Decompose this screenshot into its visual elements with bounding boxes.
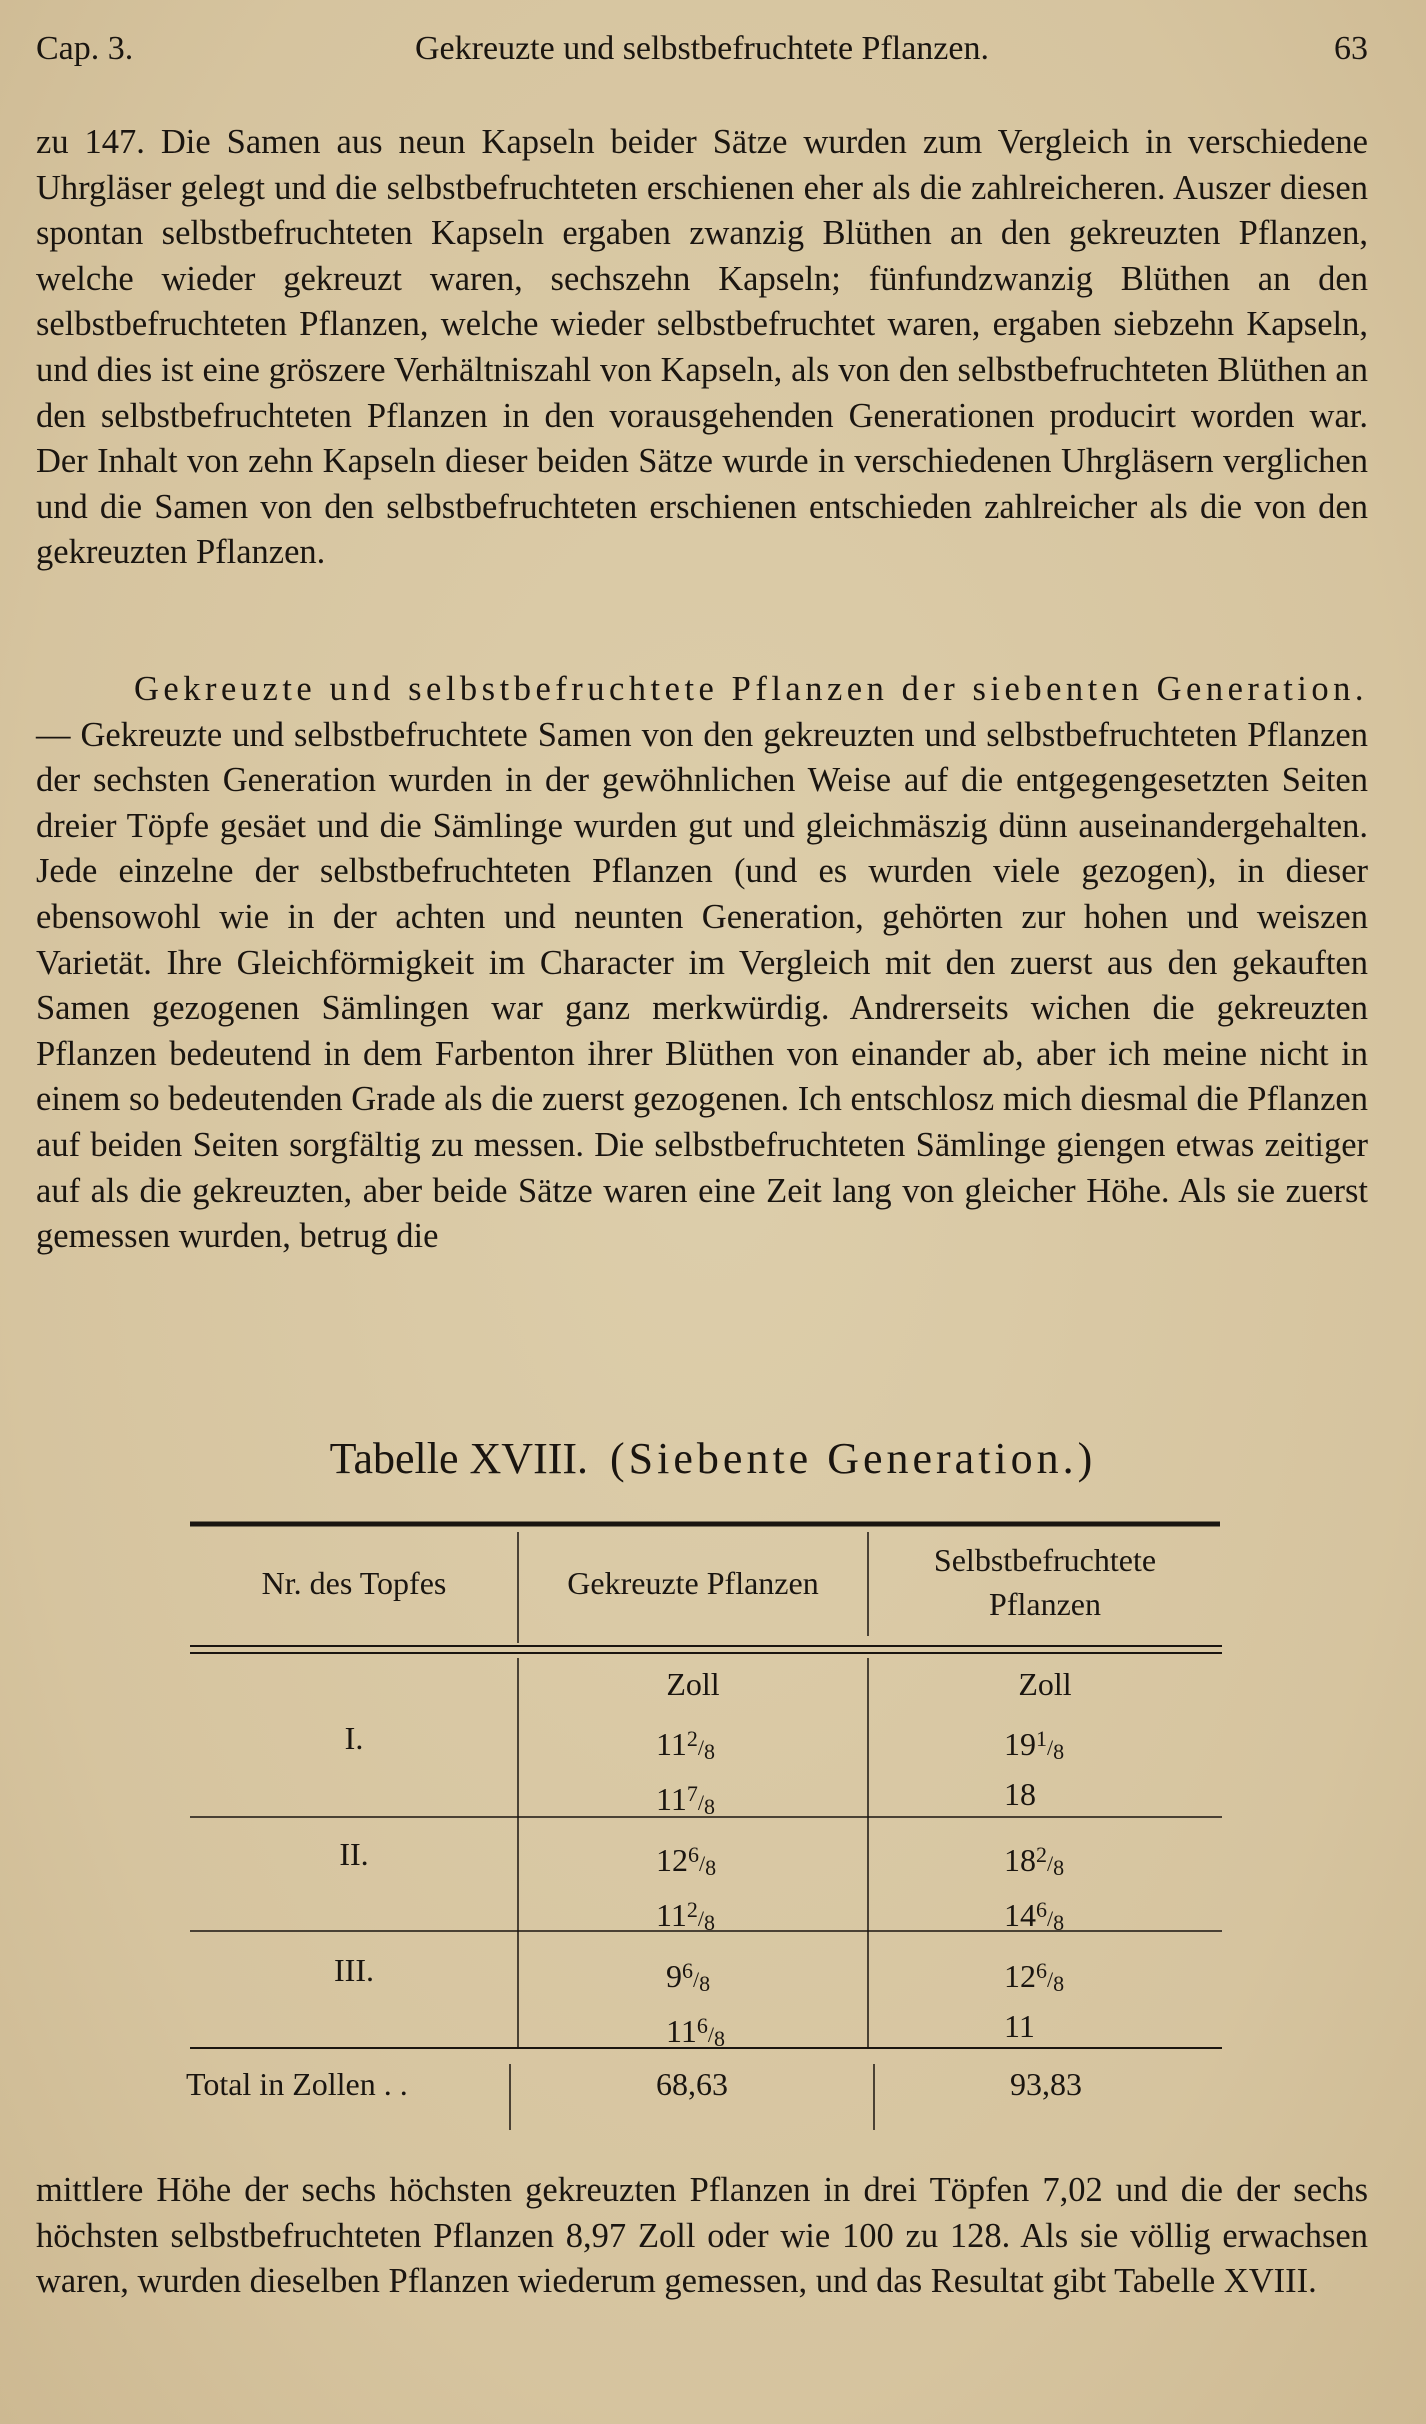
table-cell-value: $11^7/_8$ [656,1781,715,1819]
pot-label: III. [334,1952,374,1988]
paragraph-text: zu 147. Die Samen aus neun Kapseln beider Sätze wurden zum Vergleich in verschiedene Uhrgläser gelegt und die selbstbefruchteten erschienen eher als die zahlreicheren. Auszer diesen spontan selbstbefruchteten Kapseln ergaben zwanzig Blüthen an den gekreuzten Pflanzen, welche wieder gekreuzt waren, sechszehn Kapseln; fünfundzwanzig Blüthen an den selbstbefruchteten Pflanzen, welche wieder selbstbefruchtet waren, ergaben siebzehn Kapseln, und dies ist eine gröszere Verhältniszahl von Kapseln, als von den selbstbefruchteten Blüthen an den selbstbefruchteten Pflanzen in den vorausgehenden Generationen producirt worden war. Der Inhalt von zehn Kapseln dieser beiden Sätze wurde in verschiedenen Uhrgläsern verglichen und die Samen von den selbstbefruchteten erschienen entschieden zahlreicher als die von den gekreuzten Pflanzen. [36,123,1368,572]
self-values-pot-3 [1004,1950,1064,2047]
chapter-label: Cap. 3. [36,30,134,67]
paragraph-text: mittlere Höhe der sechs höchsten gekreuzten Pflanzen in drei Töpfen 7,02 und die der sechs höchsten selbstbefruchteten Pflanzen 8,97 Zoll oder wie 100 zu 128. Als sie völlig erwachsen waren, wurden dieselben Pflanzen wiederum gemessen, und das Resultat gibt Tabelle XVIII. [36,2171,1368,2301]
crossed-values-pot-1 [656,1718,715,1828]
page-number: 63 [1334,30,1368,67]
table-cell-value: $18^2/_8$ [1004,1842,1065,1880]
table-cell-value: 18 [1004,1776,1036,1812]
column-header-crossed: Gekreuzte Pflanzen [567,1565,819,1601]
pot-label: I. [344,1720,364,1756]
table-cell-value: $11^2/_8$ [656,1726,715,1764]
self-values-pot-2 [1004,1834,1064,1944]
table-cell-value: 11 [1004,2008,1035,2044]
column-header-self-line2: Pflanzen [989,1586,1101,1622]
table-cell-value: $11^6/_8$ [666,2013,725,2051]
running-title: Gekreuzte und selbstbefruchtete Pflanzen. [415,30,989,67]
table-cell-value: $11^2/_8$ [656,1897,715,1935]
self-values-pot-1 [1004,1718,1064,1815]
paragraph-after-table [36,2168,1368,2305]
total-label: Total in Zollen . . [186,2066,408,2102]
table-cell-value: $14^6/_8$ [1004,1897,1065,1935]
pot-label: II. [339,1836,369,1872]
total-self: 93,83 [1010,2066,1082,2102]
table-cell-value: $12^6/_8$ [656,1842,717,1880]
table-cell-value: $12^6/_8$ [1004,1958,1065,1996]
paragraph-body: — Gekreuzte und selbstbefruchtete Samen von den gekreuzten und selbstbefruchteten Pflanzen der sechsten Generation wurden in der gewöhnlichen Weise auf die entgegengesetzten Seiten dreier Töpfe gesäet und die Sämlinge wurden gut und gleichmäszig dünn auseinandergehalten. Jede einzelne der selbstbefruchteten Pflanzen (und es wurden viele gezogen), in dieser ebensowohl wie in der achten und neunten Generation, gehörten zur hohen und weiszen Varietät. Ihre Gleichförmigkeit im Character im Vergleich mit den zuerst aus den gekauften Samen gezogenen Sämlingen war ganz merkwürdig. Andrerseits wichen die gekreuzten Pflanzen bedeutend in dem Farbenton ihrer Blüthen von einander ab, aber ich meine nicht in einem so bedeutenden Grade als die zuerst gezogenen. Ich entschlosz mich diesmal die Pflanzen auf beiden Seiten sorgfältig zu messen. Die selbstbefruchteten Sämlinge giengen etwas zeitiger auf als die gekreuzten, aber beide Sätze waren eine Zeit lang von gleicher Höhe. Als sie zuerst gemessen wurden, betrug die [36,715,1368,1256]
crossed-values-pot-3 [666,1950,725,2060]
column-header-self-line1: Selbstbefruchtete [933,1542,1157,1578]
table-number: Tabelle XVIII. [329,1434,589,1483]
unit-self: Zoll [1018,1666,1072,1702]
table-cell-value: $9^6/_8$ [666,1958,711,1996]
table-cell-value: $19^1/_8$ [1004,1726,1065,1764]
section-heading: Gekreuzte und selbstbefruchtete Pflanzen der siebenten Generation. [134,670,1368,708]
crossed-values-pot-2 [656,1834,716,1944]
column-header-pot: Nr. des Topfes [261,1565,447,1601]
table-subtitle: (Siebente Generation.) [610,1434,1097,1483]
unit-crossed: Zoll [666,1666,720,1702]
total-crossed: 68,63 [656,2066,728,2102]
